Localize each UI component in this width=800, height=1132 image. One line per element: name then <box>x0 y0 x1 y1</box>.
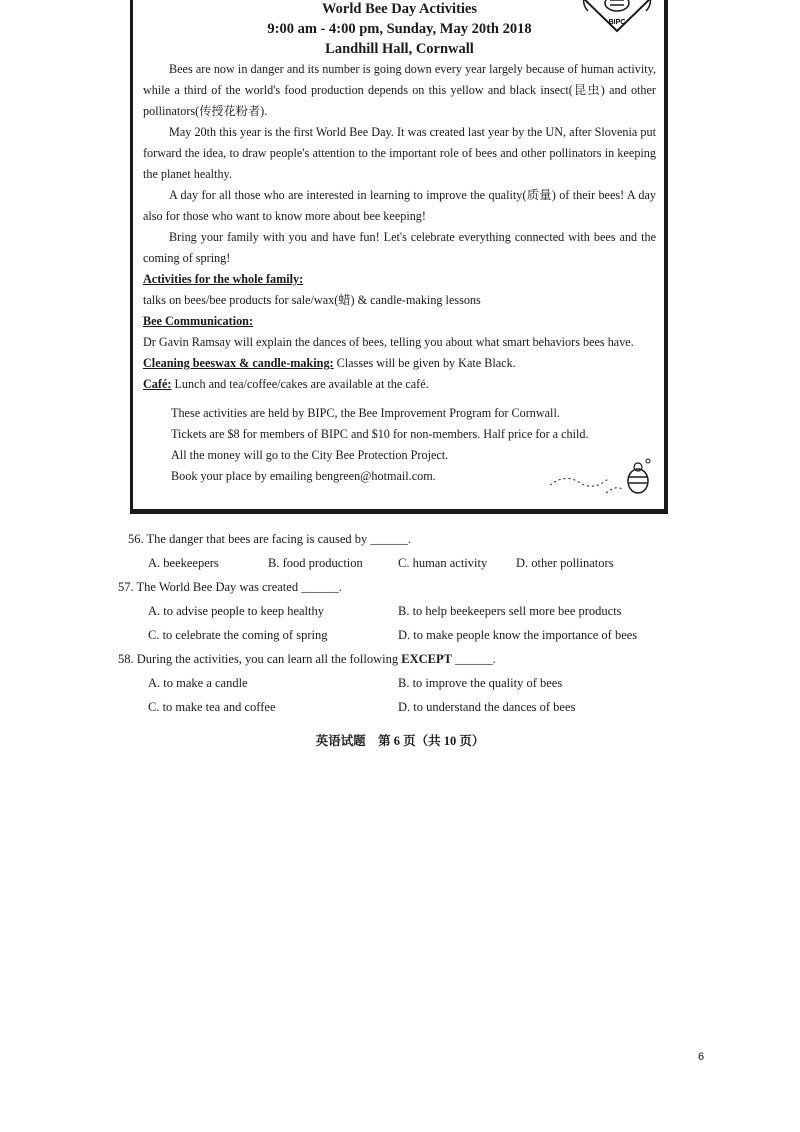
question-56: 56. The danger that bees are facing is caused by ______. <box>128 532 412 546</box>
question-57-options-row-1 <box>148 599 708 623</box>
question-57: 57. The World Bee Day was created ______. <box>118 580 342 594</box>
paragraph-3: A day for all those who are interested in learning to improve the quality(质量) of their bees! A day also for those who want to know more about bee keeping! <box>143 188 656 223</box>
notice-time: 9:00 am - 4:00 pm, Sunday, May 20th 2018 <box>267 21 532 37</box>
communication-text: Dr Gavin Ramsay will explain the dances of bees, telling you about what smart behaviors bees have. <box>143 335 634 349</box>
notice-place: Landhill Hall, Cornwall <box>325 41 474 57</box>
communication-heading: Bee Communication: <box>143 314 254 328</box>
notice-box <box>130 0 668 514</box>
question-58-options-row-1 <box>148 671 708 695</box>
option-58-a: A. to make a candle <box>148 676 248 690</box>
info-line-4: Book your place by emailing bengreen@hotmail.com. <box>171 469 436 483</box>
question-58 <box>118 647 708 671</box>
logo-text: BIPC <box>608 19 626 26</box>
option-56-a: A. beekeepers <box>148 556 219 570</box>
option-57-c: C. to celebrate the coming of spring <box>148 628 328 642</box>
option-56-c: C. human activity <box>398 556 488 570</box>
option-58-d: D. to understand the dances of bees <box>398 700 576 714</box>
cafe-heading: Café: <box>143 377 172 391</box>
family-heading: Activities for the whole family: <box>143 272 304 286</box>
bipc-logo-icon <box>574 0 660 35</box>
cleaning-line <box>143 353 656 374</box>
paragraph-1: Bees are now in danger and its number is going down every year largely because of human activity, while a third of the world's food production depends on this yellow and black insect(昆虫) and other pollinators(传授花粉者). <box>143 62 656 118</box>
question-58-blank: ______. <box>451 652 496 666</box>
option-58-c: C. to make tea and coffee <box>148 700 276 714</box>
page-number: 6 <box>698 1051 705 1063</box>
info-line-2: Tickets are $8 for members of BIPC and $10 for non-members. Half price for a child. <box>171 427 589 441</box>
family-text: talks on bees/bee products for sale/wax(蜡) & candle-making lessons <box>143 293 481 307</box>
question-58-options-row-2 <box>148 695 708 719</box>
bee-illustration-icon <box>546 455 656 499</box>
option-56-b: B. food production <box>268 556 363 570</box>
page-footer: 英语试题 第 6 页（共 10 页） <box>315 734 485 748</box>
notice-title: World Bee Day Activities <box>321 1 478 17</box>
questions-section <box>118 527 708 719</box>
question-57-options-row-2 <box>148 623 708 647</box>
info-line-3: All the money will go to the City Bee Protection Project. <box>171 448 449 462</box>
option-57-d: D. to make people know the importance of bees <box>398 628 638 642</box>
cafe-line <box>143 374 656 395</box>
question-56-options <box>148 551 708 575</box>
question-58-text: 58. During the activities, you can learn all the following <box>118 652 402 666</box>
cleaning-text: Classes will be given by Kate Black. <box>333 356 516 370</box>
paragraph-4: Bring your family with you and have fun! Let's celebrate everything connected with bees and the coming of spring! <box>143 230 656 265</box>
question-58-except: EXCEPT <box>401 652 452 666</box>
option-57-a: A. to advise people to keep healthy <box>148 604 324 618</box>
option-57-b: B. to help beekeepers sell more bee products <box>398 604 622 618</box>
cleaning-heading: Cleaning beeswax & candle-making: <box>143 356 334 370</box>
paragraph-2: May 20th this year is the first World Bee Day. It was created last year by the UN, after Slovenia put forward the idea, to draw people's attention to the important role of bees and other pollinators in keeping the planet healthy. <box>143 125 656 181</box>
option-58-b: B. to improve the quality of bees <box>398 676 563 690</box>
info-line-1: These activities are held by BIPC, the Bee Improvement Program for Cornwall. <box>171 406 560 420</box>
option-56-d: D. other pollinators <box>516 556 614 570</box>
cafe-text: Lunch and tea/coffee/cakes are available at the café. <box>171 377 429 391</box>
